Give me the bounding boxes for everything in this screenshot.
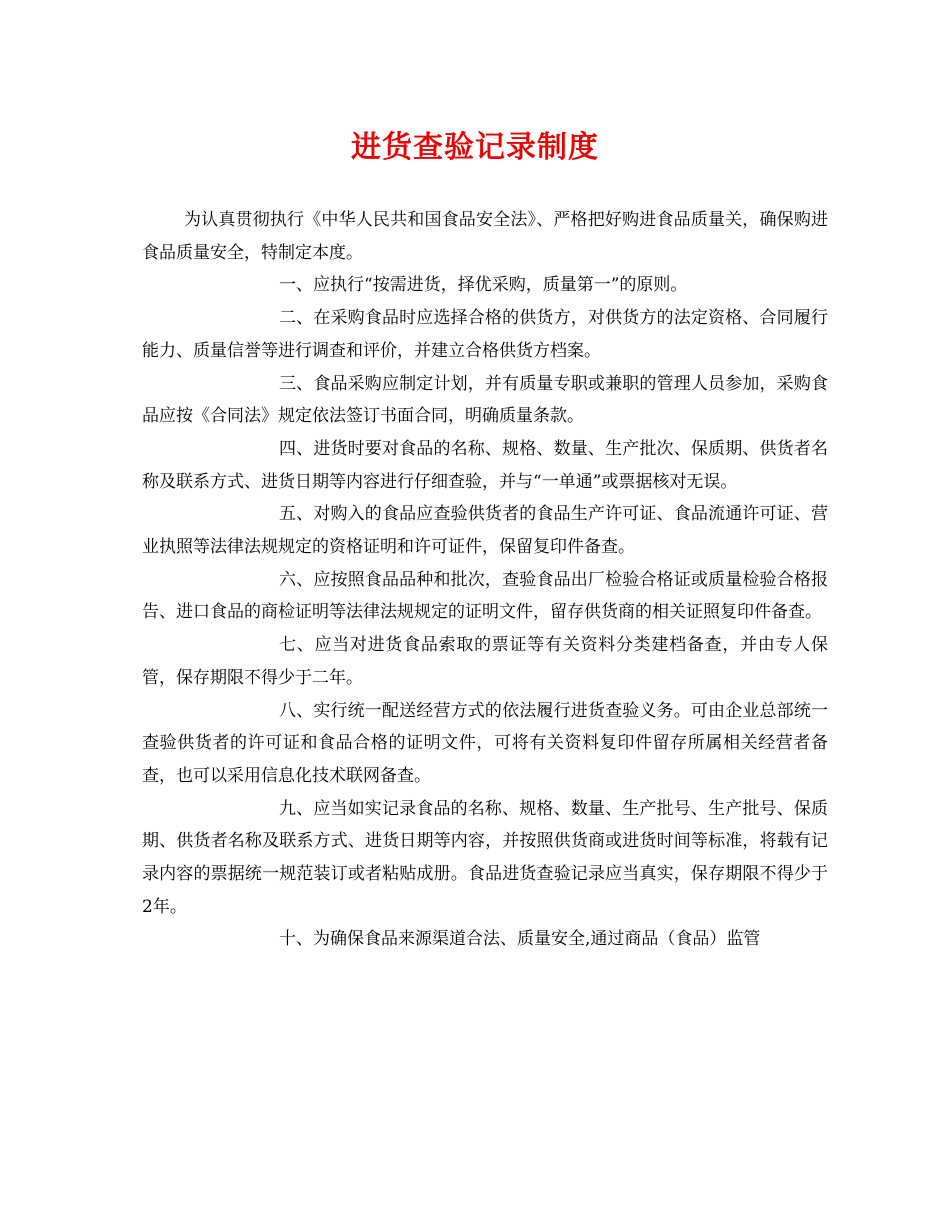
intro-paragraph: 为认真贯彻执行《中华人民共和国食品安全法》、严格把好购进食品质量关，确保购进食品质量安全，特制定本度。 [142,210,828,263]
document-title: 进货查验记录制度 [351,130,599,165]
clause-1: 一、应执行“按需进货，择优采购，质量第一”的原则。 [279,275,688,296]
clause-2: 二、在采购食品时应选择合格的供货方，对供货方的法定资格、合同履行能力、质量信誉等进行调查和评价，并建立合格供货方档案。 [142,308,828,361]
clause-10: 十、为确保食品来源渠道合法、质量安全,通过商品（食品）监管 [279,929,761,950]
clause-9: 九、应当如实记录食品的名称、规格、数量、生产批号、生产批号、保质期、供货者名称及联系方式、进货日期等内容，并按照供货商或进货时间等标准，将载有记录内容的票据统一规范装订或者粘贴成册。食品进货查验记录应当真实，保存期限不得少于2年。 [142,798,828,917]
clause-8: 八、实行统一配送经营方式的依法履行进货查验义务。可由企业总部统一查验供货者的许可证和食品合格的证明文件，可将有关资料复印件留存所属相关经营者备查，也可以采用信息化技术联网备查。 [142,700,828,786]
clause-7: 七、应当对进货食品索取的票证等有关资料分类建档备查，并由专人保管，保存期限不得少于二年。 [142,635,828,688]
clause-3: 三、食品采购应制定计划，并有质量专职或兼职的管理人员参加，采购食品应按《合同法》规定依法签订书面合同，明确质量条款。 [142,373,828,427]
clause-5: 五、对购入的食品应查验供货者的食品生产许可证、食品流通许可证、营业执照等法律法规规定的资格证明和许可证件，保留复印件备查。 [142,504,828,558]
clause-6: 六、应按照食品品种和批次，查验食品出厂检验合格证或质量检验合格报告、进口食品的商检证明等法律法规规定的证明文件，留存供货商的相关证照复印件备查。 [142,569,828,623]
clause-4: 四、进货时要对食品的名称、规格、数量、生产批次、保质期、供货者名称及联系方式、进货日期等内容进行仔细查验，并与“一单通”或票据核对无误。 [142,438,828,492]
document-body [142,204,828,956]
